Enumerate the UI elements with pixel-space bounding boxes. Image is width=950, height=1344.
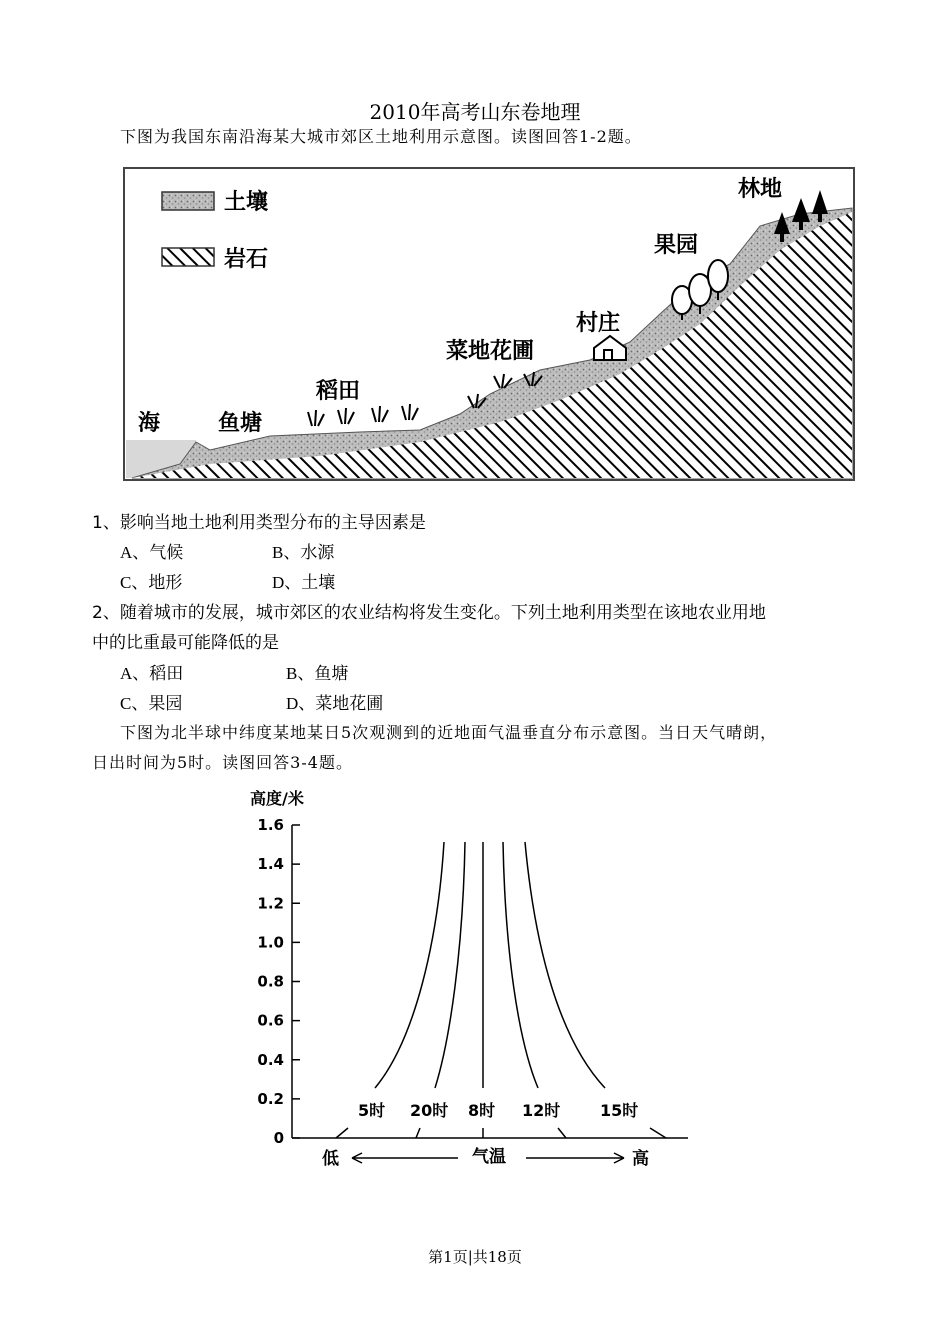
q2-option-d: D、菜地花圃 xyxy=(286,694,384,714)
y-tick-label: 1.0 xyxy=(257,933,284,952)
series-tail xyxy=(336,1128,348,1138)
arrow-left-icon xyxy=(352,1153,458,1163)
page-title: 2010年高考山东卷地理 xyxy=(369,100,581,124)
series-label: 15时 xyxy=(600,1101,639,1120)
label-sea: 海 xyxy=(138,411,161,436)
y-tick-label: 0.6 xyxy=(257,1011,284,1030)
legend-soil-swatch xyxy=(162,192,214,210)
question-1-stem: 1、影响当地土地利用类型分布的主导因素是 xyxy=(92,513,426,533)
label-vegetable: 菜地花圃 xyxy=(446,339,535,364)
intro-fig2-line1: 下图为北半球中纬度某地某日5次观测到的近地面气温垂直分布示意图。当日天气晴朗， xyxy=(120,723,778,742)
y-axis-label: 高度/米 xyxy=(250,789,304,808)
q2-option-c: C、果园 xyxy=(120,694,183,714)
temperature-profile-chart xyxy=(240,780,710,1180)
series-label: 8时 xyxy=(468,1101,496,1120)
q1-option-d: D、土壤 xyxy=(272,573,336,593)
y-tick-label: 0.2 xyxy=(257,1089,284,1108)
series-label: 5时 xyxy=(358,1101,386,1120)
intro-fig2-line2: 日出时间为5时。读图回答3-4题。 xyxy=(92,753,353,772)
y-tick-label: 1.4 xyxy=(257,855,284,874)
series-line xyxy=(435,842,465,1088)
legend-soil-label: 土壤 xyxy=(224,190,269,215)
series-label: 20时 xyxy=(410,1101,449,1120)
y-tick-label: 1.6 xyxy=(257,816,284,834)
y-tick-label: 0.8 xyxy=(257,972,284,991)
page-footer: 第1页|共18页 xyxy=(428,1248,522,1266)
series-line xyxy=(503,842,538,1088)
x-axis-high-label: 高 xyxy=(632,1149,649,1169)
label-forest: 林地 xyxy=(738,177,783,202)
q1-option-c: C、地形 xyxy=(120,573,183,593)
series-line xyxy=(525,842,605,1088)
series-label: 12时 xyxy=(522,1101,561,1120)
q1-option-a: A、气候 xyxy=(120,543,184,563)
q1-option-b: B、水源 xyxy=(272,543,335,563)
question-2-stem-line2: 中的比重最可能降低的是 xyxy=(92,633,279,653)
label-paddy: 稻田 xyxy=(316,379,361,404)
y-tick-label: 1.2 xyxy=(257,894,284,913)
label-fishpond: 鱼塘 xyxy=(218,411,263,436)
series-tail xyxy=(416,1128,420,1138)
series-line xyxy=(375,842,444,1088)
label-orchard: 果园 xyxy=(654,233,699,258)
q2-option-a: A、稻田 xyxy=(120,664,184,684)
intro-fig1: 下图为我国东南沿海某大城市郊区土地利用示意图。读图回答1-2题。 xyxy=(120,127,642,146)
arrow-right-icon xyxy=(526,1153,624,1163)
label-village: 村庄 xyxy=(576,311,621,336)
question-2-stem-line1: 2、随着城市的发展，城市郊区的农业结构将发生变化。下列土地利用类型在该地农业用地 xyxy=(92,603,766,623)
legend-rock-label: 岩石 xyxy=(224,247,269,272)
x-axis-low-label: 低 xyxy=(322,1149,339,1169)
series-tail xyxy=(558,1128,566,1138)
legend-rock-swatch xyxy=(162,248,214,266)
q2-option-b: B、鱼塘 xyxy=(286,664,349,684)
y-tick-label: 0 xyxy=(273,1129,284,1147)
series-tail xyxy=(650,1128,666,1138)
x-axis-label: 气温 xyxy=(472,1147,506,1167)
y-tick-label: 0.4 xyxy=(257,1050,284,1069)
land-use-diagram xyxy=(120,164,858,484)
